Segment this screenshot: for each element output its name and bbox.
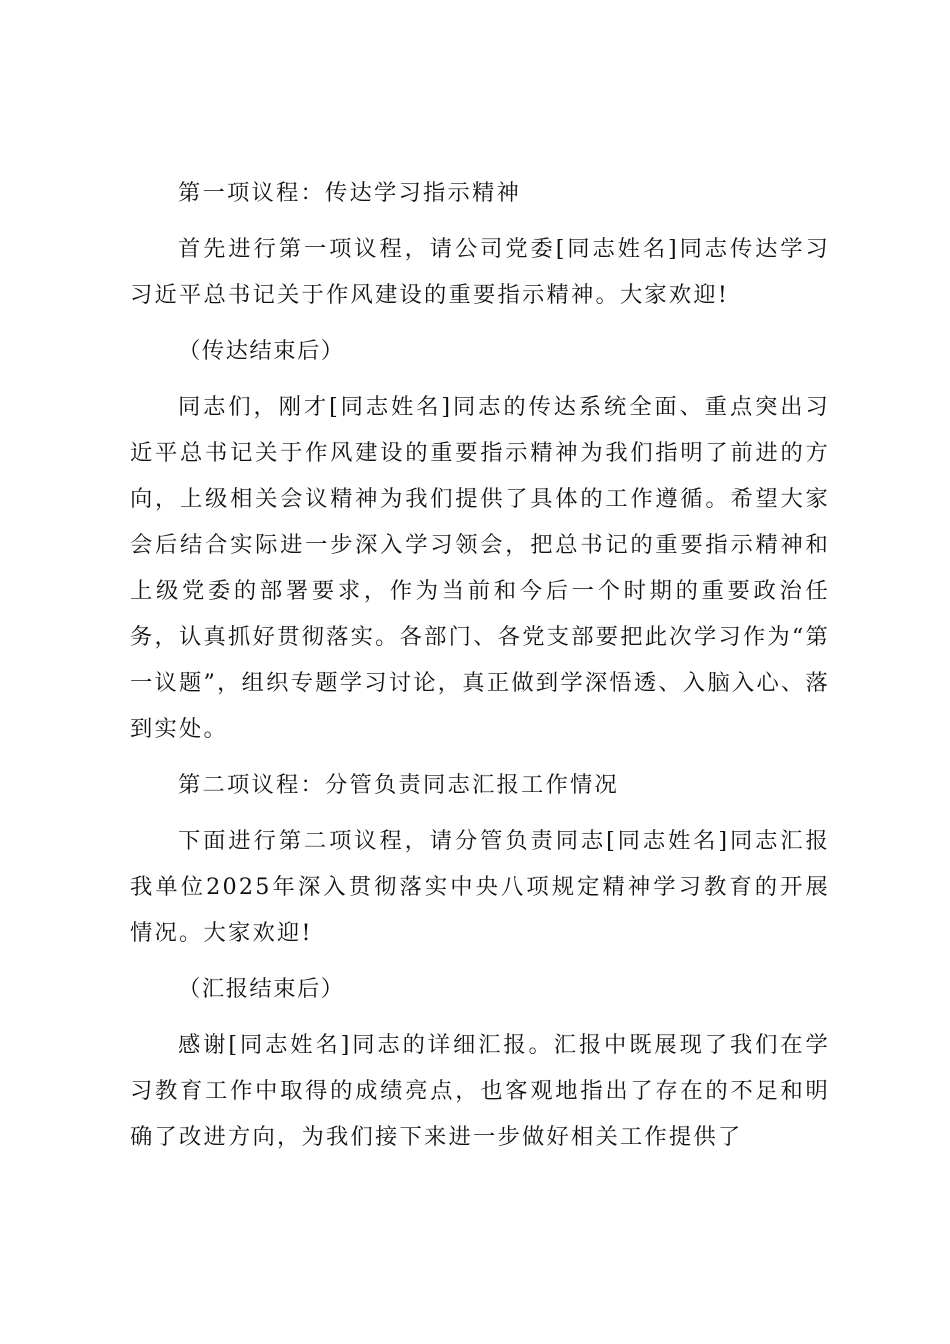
stage-note-after-report: （汇报结束后） xyxy=(178,976,345,1002)
paragraph-agenda-2-intro: 下面进行第二项议程，请分管负责同志[同志姓名]同志汇报我单位2025年深入贯彻落实中央八项规定精神学习教育的开展情况。大家欢迎! xyxy=(130,828,830,946)
agenda-heading-2: 第二项议程：分管负责同志汇报工作情况 xyxy=(178,772,619,798)
stage-note-after-briefing: （传达结束后） xyxy=(178,338,345,364)
paragraph-agenda-1-intro: 首先进行第一项议程，请公司党委[同志姓名]同志传达学习习近平总书记关于作风建设的重要指示精神。大家欢迎! xyxy=(130,236,830,308)
paragraph-agenda-1-summary: 同志们，刚才[同志姓名]同志的传达系统全面、重点突出习近平总书记关于作风建设的重要指示精神为我们指明了前进的方向，上级相关会议精神为我们提供了具体的工作遵循。希望大家会后结合实际进一步深入学习领会，把总书记的重要指示精神和上级党委的部署要求，作为当前和今后一个时期的重要政治任务，认真抓好贯彻落实。各部门、各党支部要把此次学习作为“第一议题”，组织专题学习讨论，真正做到学深悟透、入脑入心、落到实处。 xyxy=(130,394,830,742)
agenda-heading-1: 第一项议程：传达学习指示精神 xyxy=(178,180,521,206)
document-body xyxy=(130,170,830,1170)
paragraph-agenda-2-summary: 感谢[同志姓名]同志的详细汇报。汇报中既展现了我们在学习教育工作中取得的成绩亮点，也客观地指出了存在的不足和明确了改进方向，为我们接下来进一步做好相关工作提供了 xyxy=(130,1032,830,1150)
